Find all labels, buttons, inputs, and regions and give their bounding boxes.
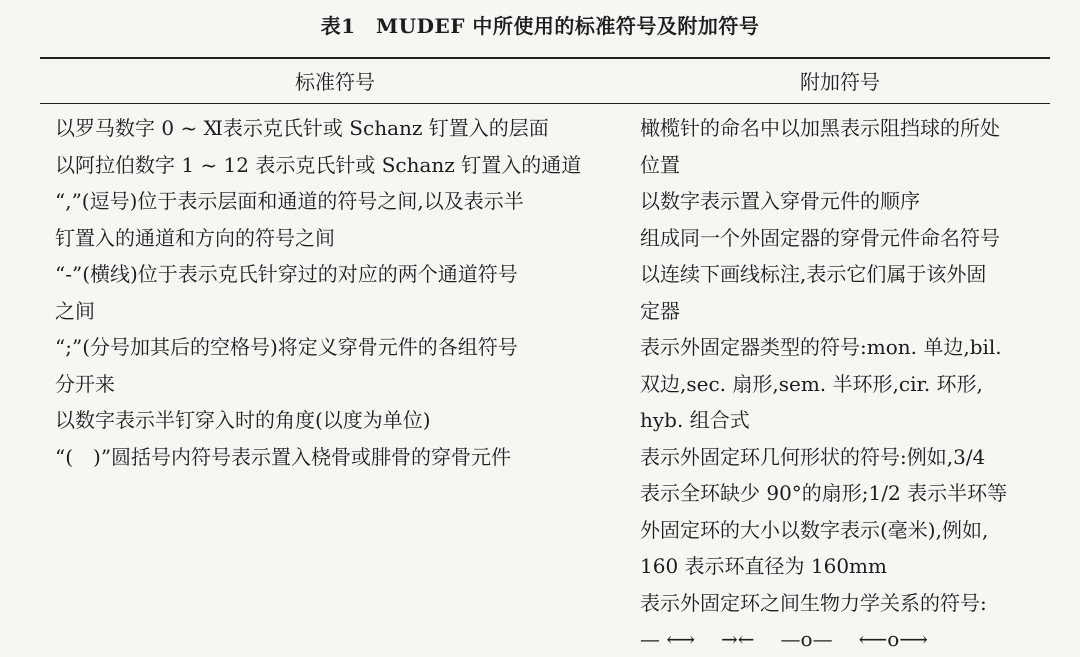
- text-line: “( )”圆括号内符号表示置入桡骨或腓骨的穿骨元件: [55, 444, 512, 469]
- text-line: 双边,sec. 扇形,sem. 半环形,cir. 环形,: [640, 371, 983, 396]
- symbol-arrow-circle: ⟵o⟶: [858, 627, 928, 651]
- text-line: 表示全环缺少 90°的扇形;1/2 表示半环等: [640, 481, 1008, 505]
- biomechanical-symbols-row: [640, 621, 1050, 657]
- standard-symbols-column: [55, 110, 630, 475]
- text-line: 分开来: [55, 371, 115, 396]
- additional-symbols-column: [640, 110, 1050, 657]
- text-line: 表示外固定环之间生物力学关系的符号:: [640, 590, 987, 615]
- text-line: 钉置入的通道和方向的符号之间: [55, 225, 335, 250]
- symbol-line-circle: —o—: [780, 627, 833, 651]
- text-line: 组成同一个外固定器的穿骨元件命名符号: [640, 225, 1000, 250]
- symbol-line-double-arrow: — ⟷: [640, 627, 696, 651]
- top-rule: [40, 57, 1050, 59]
- text-line: 定器: [640, 298, 680, 323]
- table-title: 表1 MUDEF 中所使用的标准符号及附加符号: [320, 14, 760, 38]
- header-standard-symbols: 标准符号: [295, 70, 375, 94]
- text-line: 表示外固定器类型的符号:mon. 单边,bil.: [640, 335, 1002, 359]
- header-additional-symbols: 附加符号: [800, 70, 880, 94]
- text-line: 以数字表示半钉穿入时的角度(以度为单位): [55, 408, 431, 432]
- text-line: 以数字表示置入穿骨元件的顺序: [640, 189, 920, 213]
- text-line: 160 表示环直径为 160mm: [640, 554, 887, 578]
- text-line: “;”(分号加其后的空格号)将定义穿骨元件的各组符号: [55, 335, 518, 359]
- text-line: 以阿拉伯数字 1 ~ 12 表示克氏针或 Schanz 钉置入的通道: [55, 152, 582, 177]
- text-line: 以罗马数字 0 ~ Ⅺ表示克氏针或 Schanz 钉置入的层面: [55, 116, 549, 140]
- text-line: “,”(逗号)位于表示层面和通道的符号之间,以及表示半: [55, 189, 524, 213]
- header-rule: [40, 103, 1050, 104]
- text-line: 外固定环的大小以数字表示(毫米),例如,: [640, 517, 989, 542]
- text-line: 之间: [55, 298, 95, 323]
- text-line: 表示外固定环几何形状的符号:例如,3/4: [640, 444, 986, 469]
- text-line: 以连续下画线标注,表示它们属于该外固: [640, 262, 987, 286]
- text-line: 位置: [640, 152, 680, 177]
- symbol-converging-arrows: →←: [721, 627, 755, 651]
- text-line: hyb. 组合式: [640, 408, 750, 432]
- text-line: 橄榄针的命名中以加黑表示阻挡球的所处: [640, 116, 1000, 140]
- text-line: “-”(横线)位于表示克氏针穿过的对应的两个通道符号: [55, 262, 518, 286]
